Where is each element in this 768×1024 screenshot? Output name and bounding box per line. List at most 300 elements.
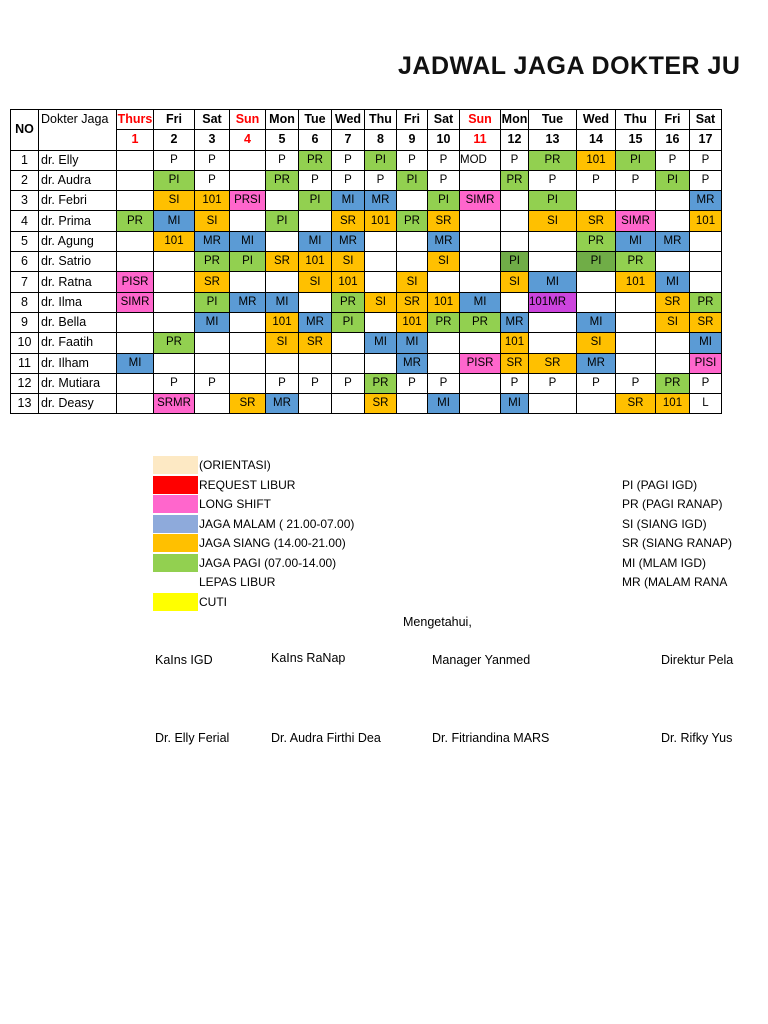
shift-cell — [501, 191, 529, 211]
shift-cell — [230, 373, 266, 393]
legend-swatch — [153, 573, 198, 591]
shift-cell: MI — [656, 272, 690, 292]
shift-cell: SR — [266, 252, 299, 272]
shift-cell: PR — [332, 292, 365, 312]
shift-cell: P — [428, 150, 460, 170]
shift-cell — [616, 333, 656, 353]
day-header: Fri — [397, 110, 428, 130]
legend-swatch — [153, 456, 198, 474]
day-header: Mon — [501, 110, 529, 130]
shift-cell — [266, 191, 299, 211]
shift-cell — [460, 272, 501, 292]
shift-cell: MR — [299, 312, 332, 332]
shift-cell: PI — [577, 252, 616, 272]
shift-cell: SI — [299, 272, 332, 292]
shift-cell: SI — [397, 272, 428, 292]
shift-cell — [154, 353, 195, 373]
header-no: NO — [11, 110, 39, 151]
shift-cell — [230, 150, 266, 170]
shift-cell — [529, 231, 577, 251]
shift-cell: 101 — [428, 292, 460, 312]
table-row — [11, 211, 722, 231]
legend-swatch — [153, 515, 198, 533]
shift-cell: P — [577, 170, 616, 190]
shift-cell — [195, 353, 230, 373]
shift-cell — [230, 272, 266, 292]
shift-cell — [397, 394, 428, 414]
shift-cell — [154, 272, 195, 292]
shift-cell — [117, 170, 154, 190]
date-header: 12 — [501, 130, 529, 150]
shift-cell: 101MR — [529, 292, 577, 312]
shift-cell: 101 — [690, 211, 722, 231]
shift-cell: PR — [428, 312, 460, 332]
date-header: 10 — [428, 130, 460, 150]
shift-cell — [460, 373, 501, 393]
shift-cell — [616, 353, 656, 373]
shift-cell — [501, 292, 529, 312]
date-header: 4 — [230, 130, 266, 150]
date-header: 13 — [529, 130, 577, 150]
shift-cell: PR — [397, 211, 428, 231]
day-header: Wed — [332, 110, 365, 130]
shift-cell: MI — [616, 231, 656, 251]
shift-cell: PR — [195, 252, 230, 272]
shift-cell — [299, 353, 332, 373]
shift-cell — [428, 353, 460, 373]
shift-cell: MR — [266, 394, 299, 414]
row-number: 3 — [11, 191, 39, 211]
shift-cell: P — [299, 170, 332, 190]
legend-label: JAGA MALAM ( 21.00-07.00) — [199, 517, 355, 531]
day-header: Fri — [656, 110, 690, 130]
day-header: Sat — [428, 110, 460, 130]
shift-cell — [266, 272, 299, 292]
shift-cell: PR — [690, 292, 722, 312]
shift-cell: 101 — [501, 333, 529, 353]
doctor-name: dr. Ilma — [39, 292, 117, 312]
shift-cell — [577, 292, 616, 312]
shift-cell: PI — [299, 191, 332, 211]
shift-cell: P — [397, 373, 428, 393]
shift-cell — [365, 353, 397, 373]
legend-swatch — [153, 495, 198, 513]
shift-cell — [397, 231, 428, 251]
shift-cell — [656, 252, 690, 272]
shift-cell: PI — [397, 170, 428, 190]
shift-cell: SR — [195, 272, 230, 292]
shift-cell — [577, 394, 616, 414]
shift-cell — [428, 333, 460, 353]
shift-cell: SR — [332, 211, 365, 231]
shift-cell: P — [365, 170, 397, 190]
date-header: 11 — [460, 130, 501, 150]
shift-cell: SR — [616, 394, 656, 414]
signer-name-1: Dr. Elly Ferial — [155, 731, 230, 745]
day-header: Sat — [690, 110, 722, 130]
shift-cell: PR — [117, 211, 154, 231]
date-header: 3 — [195, 130, 230, 150]
shift-cell: SR — [230, 394, 266, 414]
shift-cell: SR — [529, 353, 577, 373]
shift-cell: PR — [501, 170, 529, 190]
shift-cell: PR — [299, 150, 332, 170]
shift-cell: P — [195, 170, 230, 190]
shift-cell: PR — [266, 170, 299, 190]
shift-cell: SR — [501, 353, 529, 373]
shift-cell: MR — [428, 231, 460, 251]
shift-cell: MI — [501, 394, 529, 414]
table-row — [11, 353, 722, 373]
shift-cell: PR — [656, 373, 690, 393]
shift-cell: MR — [397, 353, 428, 373]
legend-label: CUTI — [199, 595, 227, 609]
doctor-name: dr. Elly — [39, 150, 117, 170]
shift-cell: SI — [656, 312, 690, 332]
shift-cell: P — [332, 170, 365, 190]
shift-cell: MI — [266, 292, 299, 312]
row-number: 11 — [11, 353, 39, 373]
shift-cell: 101 — [397, 312, 428, 332]
doctor-name: dr. Faatih — [39, 333, 117, 353]
shift-cell — [529, 312, 577, 332]
shift-cell: P — [616, 170, 656, 190]
signer-name-2: Dr. Audra Firthi Dea — [271, 731, 381, 745]
shift-cell: SR — [397, 292, 428, 312]
shift-cell: MI — [117, 353, 154, 373]
date-header: 5 — [266, 130, 299, 150]
shift-cell — [117, 252, 154, 272]
shift-code-item: PI (PAGI IGD) — [622, 478, 698, 492]
shift-cell — [616, 191, 656, 211]
day-header: Tue — [299, 110, 332, 130]
doctor-name: dr. Mutiara — [39, 373, 117, 393]
doctor-name: dr. Deasy — [39, 394, 117, 414]
legend-label: (ORIENTASI) — [199, 458, 271, 472]
row-number: 8 — [11, 292, 39, 312]
shift-cell: P — [154, 150, 195, 170]
shift-cell: P — [501, 150, 529, 170]
shift-cell: SI — [154, 191, 195, 211]
signer-name-4: Dr. Rifky Yus — [661, 731, 733, 745]
shift-cell: P — [690, 373, 722, 393]
table-row — [11, 191, 722, 211]
shift-cell — [656, 191, 690, 211]
shift-cell: PI — [230, 252, 266, 272]
shift-cell: SI — [428, 252, 460, 272]
shift-cell — [616, 312, 656, 332]
day-header: Sun — [230, 110, 266, 130]
shift-cell: MR — [365, 191, 397, 211]
table-row — [11, 292, 722, 312]
shift-cell: PR — [460, 312, 501, 332]
shift-cell: MR — [501, 312, 529, 332]
role-kains-igd: KaIns IGD — [155, 653, 213, 667]
shift-cell: PI — [332, 312, 365, 332]
shift-cell — [230, 333, 266, 353]
shift-cell: PI — [501, 252, 529, 272]
shift-cell: SI — [332, 252, 365, 272]
shift-cell: P — [656, 150, 690, 170]
mengetahui-label: Mengetahui, — [403, 615, 472, 629]
shift-cell — [332, 353, 365, 373]
shift-cell — [117, 394, 154, 414]
shift-cell: SR — [577, 211, 616, 231]
shift-cell: PI — [154, 170, 195, 190]
shift-cell: SR — [365, 394, 397, 414]
shift-cell: P — [690, 170, 722, 190]
shift-cell: PR — [529, 150, 577, 170]
shift-cell: MR — [332, 231, 365, 251]
page-title: JADWAL JAGA DOKTER JU — [398, 52, 741, 80]
doctor-name: dr. Audra — [39, 170, 117, 190]
date-header: 9 — [397, 130, 428, 150]
legend-label: LONG SHIFT — [199, 497, 272, 511]
doctor-name: dr. Ilham — [39, 353, 117, 373]
doctor-name: dr. Bella — [39, 312, 117, 332]
shift-cell — [501, 211, 529, 231]
day-header: Thurs — [117, 110, 154, 130]
shift-cell — [397, 191, 428, 211]
shift-cell — [299, 292, 332, 312]
shift-cell — [365, 231, 397, 251]
shift-cell: PI — [616, 150, 656, 170]
shift-cell — [460, 170, 501, 190]
shift-cell — [230, 211, 266, 231]
shift-cell: MI — [195, 312, 230, 332]
table-row — [11, 170, 722, 190]
shift-cell: 101 — [266, 312, 299, 332]
shift-cell: P — [397, 150, 428, 170]
shift-cell — [230, 312, 266, 332]
shift-cell: MR — [230, 292, 266, 312]
schedule-table — [10, 109, 722, 414]
shift-cell — [332, 333, 365, 353]
shift-cell — [460, 211, 501, 231]
shift-cell — [616, 292, 656, 312]
shift-cell: P — [266, 373, 299, 393]
table-row — [11, 150, 722, 170]
date-header: 17 — [690, 130, 722, 150]
shift-cell — [577, 191, 616, 211]
shift-cell: MOD — [460, 150, 501, 170]
shift-cell: MI — [577, 312, 616, 332]
shift-cell: P — [577, 373, 616, 393]
legend-swatch — [153, 554, 198, 572]
shift-cell: 101 — [154, 231, 195, 251]
day-header: Thu — [365, 110, 397, 130]
day-header: Tue — [529, 110, 577, 130]
shift-cell: MI — [428, 394, 460, 414]
shift-cell: 101 — [195, 191, 230, 211]
shift-cell: SI — [365, 292, 397, 312]
table-row — [11, 333, 722, 353]
shift-cell — [230, 170, 266, 190]
shift-cell: 101 — [299, 252, 332, 272]
day-header: Sun — [460, 110, 501, 130]
shift-cell: 101 — [616, 272, 656, 292]
shift-cell — [365, 312, 397, 332]
shift-cell: P — [529, 373, 577, 393]
doctor-name: dr. Ratna — [39, 272, 117, 292]
shift-cell: P — [195, 373, 230, 393]
shift-cell — [195, 333, 230, 353]
row-number: 2 — [11, 170, 39, 190]
shift-cell: PISR — [460, 353, 501, 373]
shift-cell — [117, 191, 154, 211]
shift-cell: SR — [299, 333, 332, 353]
shift-cell: MI — [365, 333, 397, 353]
date-header: 15 — [616, 130, 656, 150]
role-manager-yanmed: Manager Yanmed — [432, 653, 531, 667]
shift-cell — [117, 373, 154, 393]
shift-cell: SI — [529, 211, 577, 231]
shift-cell — [690, 252, 722, 272]
shift-cell: P — [299, 373, 332, 393]
shift-cell: MI — [690, 333, 722, 353]
shift-cell — [117, 333, 154, 353]
row-number: 7 — [11, 272, 39, 292]
date-header: 6 — [299, 130, 332, 150]
shift-cell: P — [266, 150, 299, 170]
shift-cell: 101 — [365, 211, 397, 231]
legend-swatch — [153, 476, 198, 494]
doctor-name: dr. Prima — [39, 211, 117, 231]
row-number: 6 — [11, 252, 39, 272]
shift-cell — [117, 150, 154, 170]
shift-cell — [266, 353, 299, 373]
table-row — [11, 272, 722, 292]
shift-cell — [195, 394, 230, 414]
shift-cell: P — [195, 150, 230, 170]
legend-swatch — [153, 534, 198, 552]
shift-cell: PRSI — [230, 191, 266, 211]
shift-cell: MI — [332, 191, 365, 211]
shift-cell — [117, 312, 154, 332]
role-direktur: Direktur Pela — [661, 653, 734, 667]
shift-cell — [656, 353, 690, 373]
shift-cell: PI — [266, 211, 299, 231]
shift-cell: MI — [299, 231, 332, 251]
shift-cell: MR — [656, 231, 690, 251]
day-header: Wed — [577, 110, 616, 130]
shift-cell — [299, 394, 332, 414]
table-row — [11, 373, 722, 393]
shift-cell — [460, 252, 501, 272]
shift-cell — [529, 394, 577, 414]
shift-cell: PI — [428, 191, 460, 211]
shift-cell — [529, 252, 577, 272]
shift-cell — [397, 252, 428, 272]
date-header: 7 — [332, 130, 365, 150]
shift-cell — [117, 231, 154, 251]
row-number: 13 — [11, 394, 39, 414]
shift-cell — [690, 272, 722, 292]
date-header: 1 — [117, 130, 154, 150]
shift-cell: L — [690, 394, 722, 414]
shift-code-item: MR (MALAM RANA — [622, 575, 728, 589]
shift-cell — [529, 333, 577, 353]
shift-cell: PI — [656, 170, 690, 190]
shift-cell — [690, 231, 722, 251]
row-number: 9 — [11, 312, 39, 332]
legend-label: REQUEST LIBUR — [199, 478, 296, 492]
day-header: Thu — [616, 110, 656, 130]
shift-cell: MI — [230, 231, 266, 251]
doctor-name: dr. Febri — [39, 191, 117, 211]
signer-name-3: Dr. Fitriandina MARS — [432, 731, 550, 745]
shift-cell: P — [529, 170, 577, 190]
shift-cell: SI — [195, 211, 230, 231]
shift-cell: P — [332, 373, 365, 393]
shift-cell: SI — [266, 333, 299, 353]
shift-cell: P — [154, 373, 195, 393]
shift-cell — [460, 231, 501, 251]
role-kains-ranap: KaIns RaNap — [271, 651, 346, 665]
shift-cell: PI — [365, 150, 397, 170]
shift-cell: 101 — [656, 394, 690, 414]
shift-cell: PISI — [690, 353, 722, 373]
shift-cell — [656, 333, 690, 353]
date-header: 2 — [154, 130, 195, 150]
shift-cell: SIMR — [616, 211, 656, 231]
shift-cell: SR — [690, 312, 722, 332]
header-dokter-jaga: Dokter Jaga — [39, 110, 117, 151]
shift-cell — [154, 292, 195, 312]
shift-cell: SRMR — [154, 394, 195, 414]
shift-cell: MI — [154, 211, 195, 231]
table-row — [11, 252, 722, 272]
shift-cell — [656, 211, 690, 231]
day-header: Fri — [154, 110, 195, 130]
shift-cell: P — [616, 373, 656, 393]
shift-cell — [428, 272, 460, 292]
doctor-name: dr. Satrio — [39, 252, 117, 272]
shift-cell — [577, 272, 616, 292]
shift-cell: P — [428, 170, 460, 190]
shift-cell: P — [690, 150, 722, 170]
doctor-name: dr. Agung — [39, 231, 117, 251]
shift-cell: PR — [154, 333, 195, 353]
shift-cell: PI — [195, 292, 230, 312]
day-header: Sat — [195, 110, 230, 130]
legend-swatch — [153, 593, 198, 611]
shift-cell: PI — [529, 191, 577, 211]
legend-label: JAGA SIANG (14.00-21.00) — [199, 536, 346, 550]
shift-cell: MI — [529, 272, 577, 292]
shift-code-item: MI (MLAM IGD) — [622, 556, 706, 570]
row-number: 5 — [11, 231, 39, 251]
shift-cell: MR — [690, 191, 722, 211]
shift-cell: SI — [501, 272, 529, 292]
shift-cell — [460, 394, 501, 414]
shift-code-item: SR (SIANG RANAP) — [622, 536, 733, 550]
shift-cell: SI — [577, 333, 616, 353]
day-header: Mon — [266, 110, 299, 130]
shift-cell — [154, 252, 195, 272]
shift-cell — [266, 231, 299, 251]
row-number: 12 — [11, 373, 39, 393]
table-row — [11, 394, 722, 414]
shift-cell: PR — [577, 231, 616, 251]
shift-cell: MR — [577, 353, 616, 373]
legend-label: JAGA PAGI (07.00-14.00) — [199, 556, 337, 570]
table-row — [11, 231, 722, 251]
shift-cell — [365, 252, 397, 272]
shift-cell — [230, 353, 266, 373]
shift-cell: MI — [460, 292, 501, 312]
shift-cell — [365, 272, 397, 292]
